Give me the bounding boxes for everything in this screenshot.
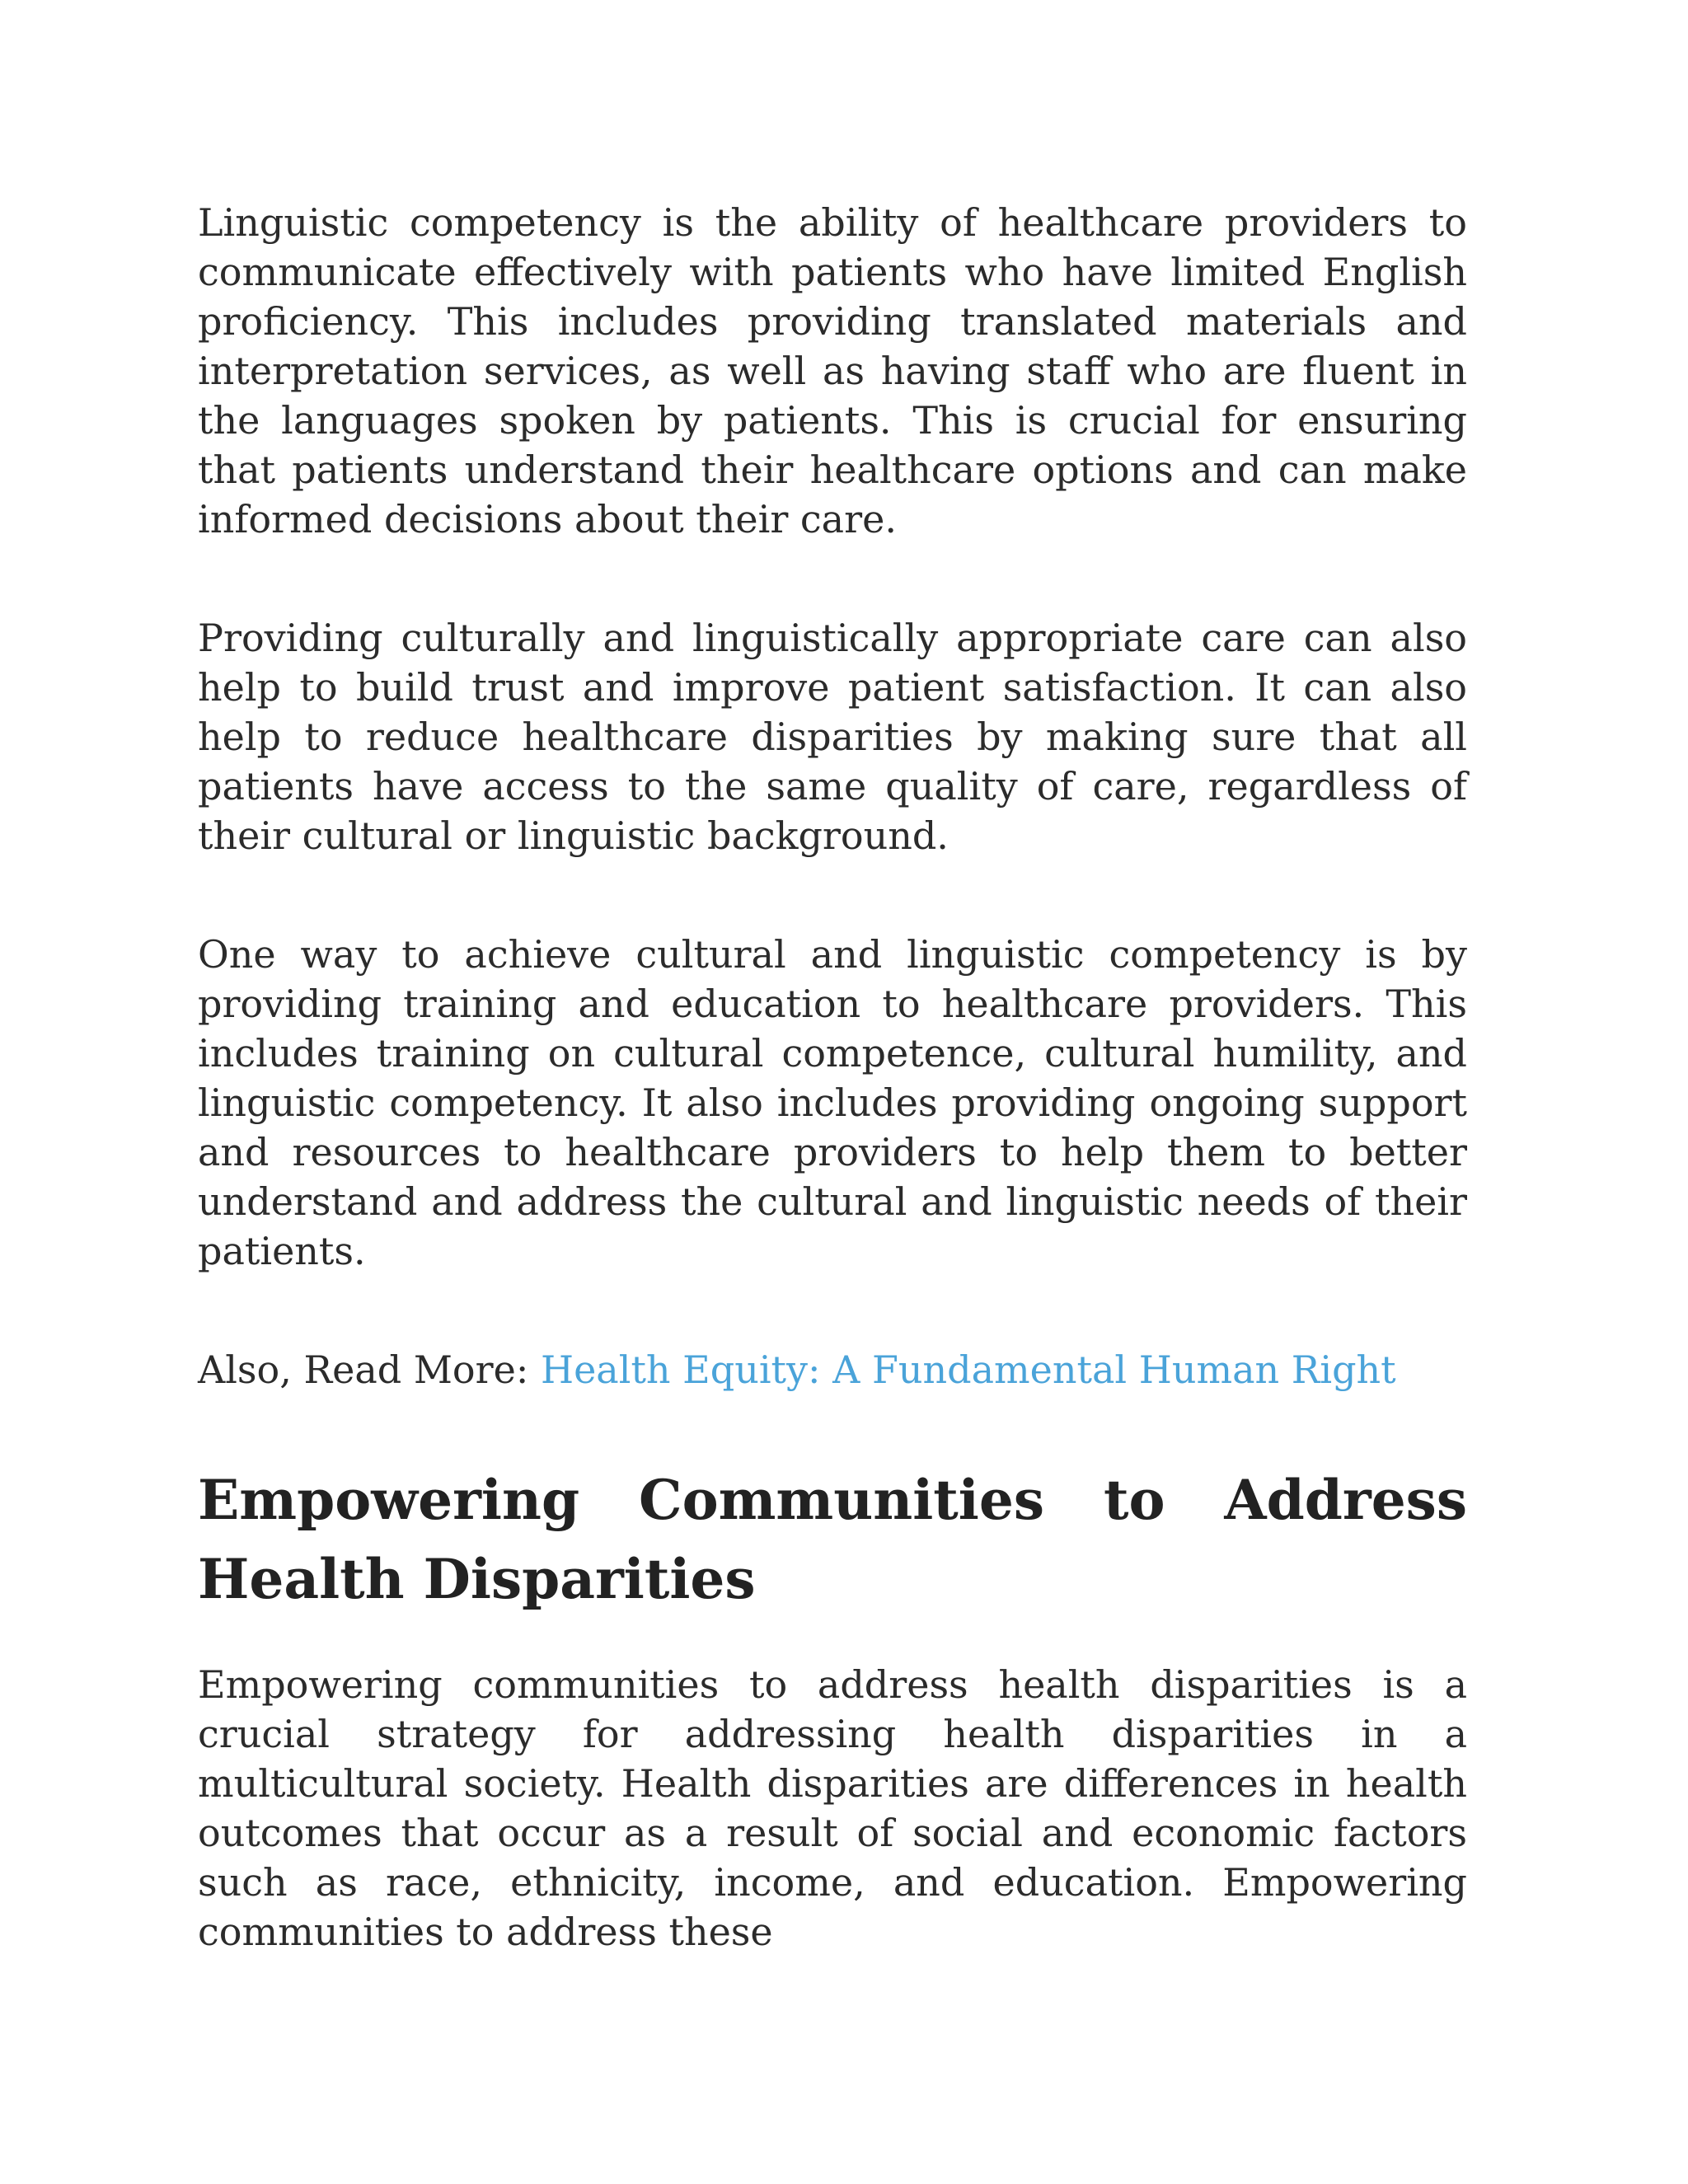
paragraph-empowering-communities: Empowering communities to address health disparities is a crucial strategy for addressing health disparities in a multicultural society. Health disparities are differences in health outcomes that occur as a result of social and economic factors such as race, ethnicity, income, and education. Empowering communities to address these: [198, 1662, 1467, 1954]
paragraph-linguistic-competency: Linguistic competency is the ability of healthcare providers to communicate effectively with patients who have limited English proficiency. This includes providing translated materials and interpretation services, as well as having staff who are fluent in the languages spoken by patients. This is crucial for ensuring that patients understand their healthcare options and can make informed decisions about their care.: [198, 200, 1467, 541]
paragraph-training-education: One way to achieve cultural and linguistic competency is by providing training and education to healthcare providers. This includes training on cultural competence, cultural humility, and linguistic competency. It also includes providing ongoing support and resources to healthcare providers to help them to better understand and address the cultural and linguistic needs of their patients.: [198, 932, 1467, 1273]
document-page: [198, 198, 1467, 1957]
paragraph-appropriate-care: Providing culturally and linguistically appropriate care can also help to build trust and improve patient satisfaction. It can also help to reduce healthcare disparities by making sure that all patients have access to the same quality of care, regardless of their cultural or linguistic background.: [198, 616, 1467, 858]
read-more-link[interactable]: Health Equity: A Fundamental Human Right: [540, 1347, 1396, 1392]
read-more-line: [198, 1345, 1467, 1394]
section-heading: Empowering Communities to Address Health Disparities: [198, 1468, 1467, 1611]
read-more-prefix: Also, Read More:: [198, 1347, 541, 1392]
